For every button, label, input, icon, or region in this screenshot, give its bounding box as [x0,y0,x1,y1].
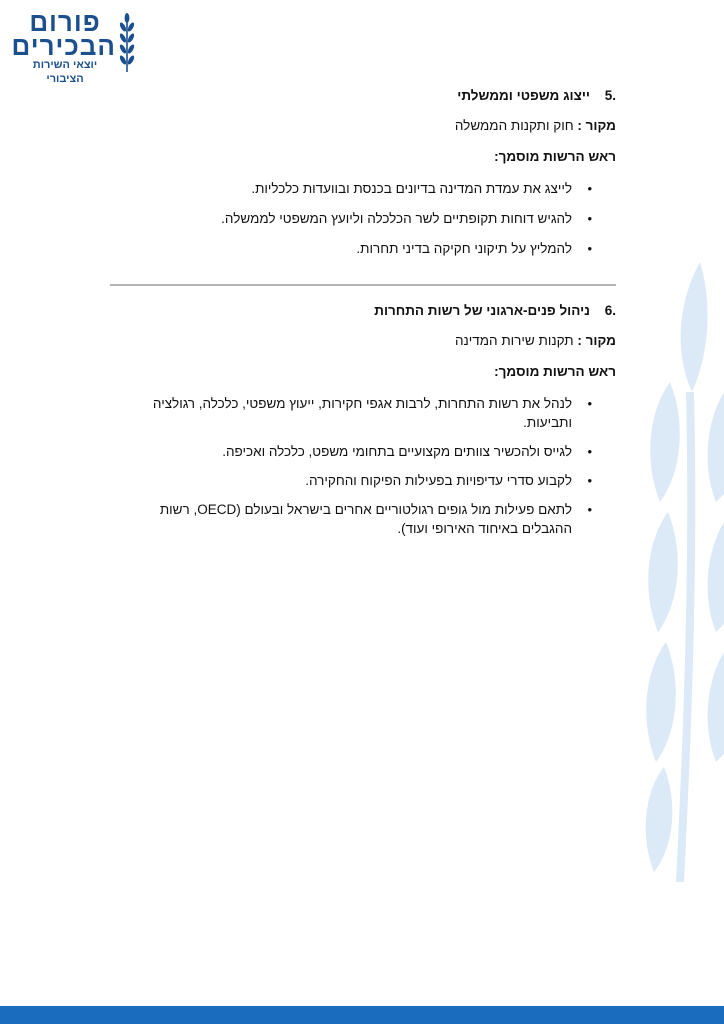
authority-label: ראש הרשות מוסמך: [494,364,616,379]
list-item: • לנהל את רשות התחרות, לרבות אגפי חקירות, ייעוץ משפטי, כלכלה, רגולציה ותביעות. [140,394,616,432]
section-5 [110,88,616,103]
section-6-authority [110,364,616,379]
section-5-title-line [110,88,616,103]
source-label: מקור : [577,118,616,133]
list-item: • להמליץ על תיקוני חקיקה בדיני תחרות. [110,239,616,258]
list-item: • לתאם פעילות מול גופים רגולטוריים אחרים בישראל ובעולם (OECD, רשות ההגבלים באיחוד האירופי ועוד). [140,500,616,538]
list-item: • להגיש דוחות תקופתיים לשר הכלכלה וליועץ המשפטי לממשלה. [110,209,616,228]
section-5-bullets [110,179,616,258]
logo [11,7,134,85]
section-6-title-line [110,303,616,318]
wheat-sprig-icon [118,12,136,74]
section-6-bullets [140,394,616,538]
section-6-number: .6 [604,303,616,318]
logo-line-2: הבכירים [11,31,116,61]
logo-tagline: יוצאי השירות הציבורי [32,59,98,85]
authority-label: ראש הרשות מוסמך: [494,149,616,164]
wheat-watermark-icon [640,262,724,882]
source-label: מקור : [577,333,616,348]
logo-text [11,7,116,86]
section-6-source [110,333,616,348]
section-divider [110,284,616,286]
list-item: • לגייס ולהכשיר צוותים מקצועיים בתחומי משפט, כלכלה ואכיפה. [140,442,616,461]
footer-bar [0,1006,724,1024]
list-item: • לייצג את עמדת המדינה בדיונים בכנסת ובוועדות כלכליות. [110,179,616,198]
section-5-number: .5 [604,88,616,103]
logo-line-1: פורום [29,7,101,37]
source-value: תקנות שירות המדינה [454,333,574,348]
section-5-source [110,118,616,133]
section-5-authority [110,149,616,164]
section-6 [110,303,616,318]
section-6-title: ניהול פנים-ארגוני של רשות התחרות [374,303,590,318]
list-item: • לקבוע סדרי עדיפויות בפעילות הפיקוח והחקירה. [140,471,616,490]
source-value: חוק ותקנות הממשלה [454,118,574,133]
section-5-title: ייצוג משפטי וממשלתי [457,88,590,103]
